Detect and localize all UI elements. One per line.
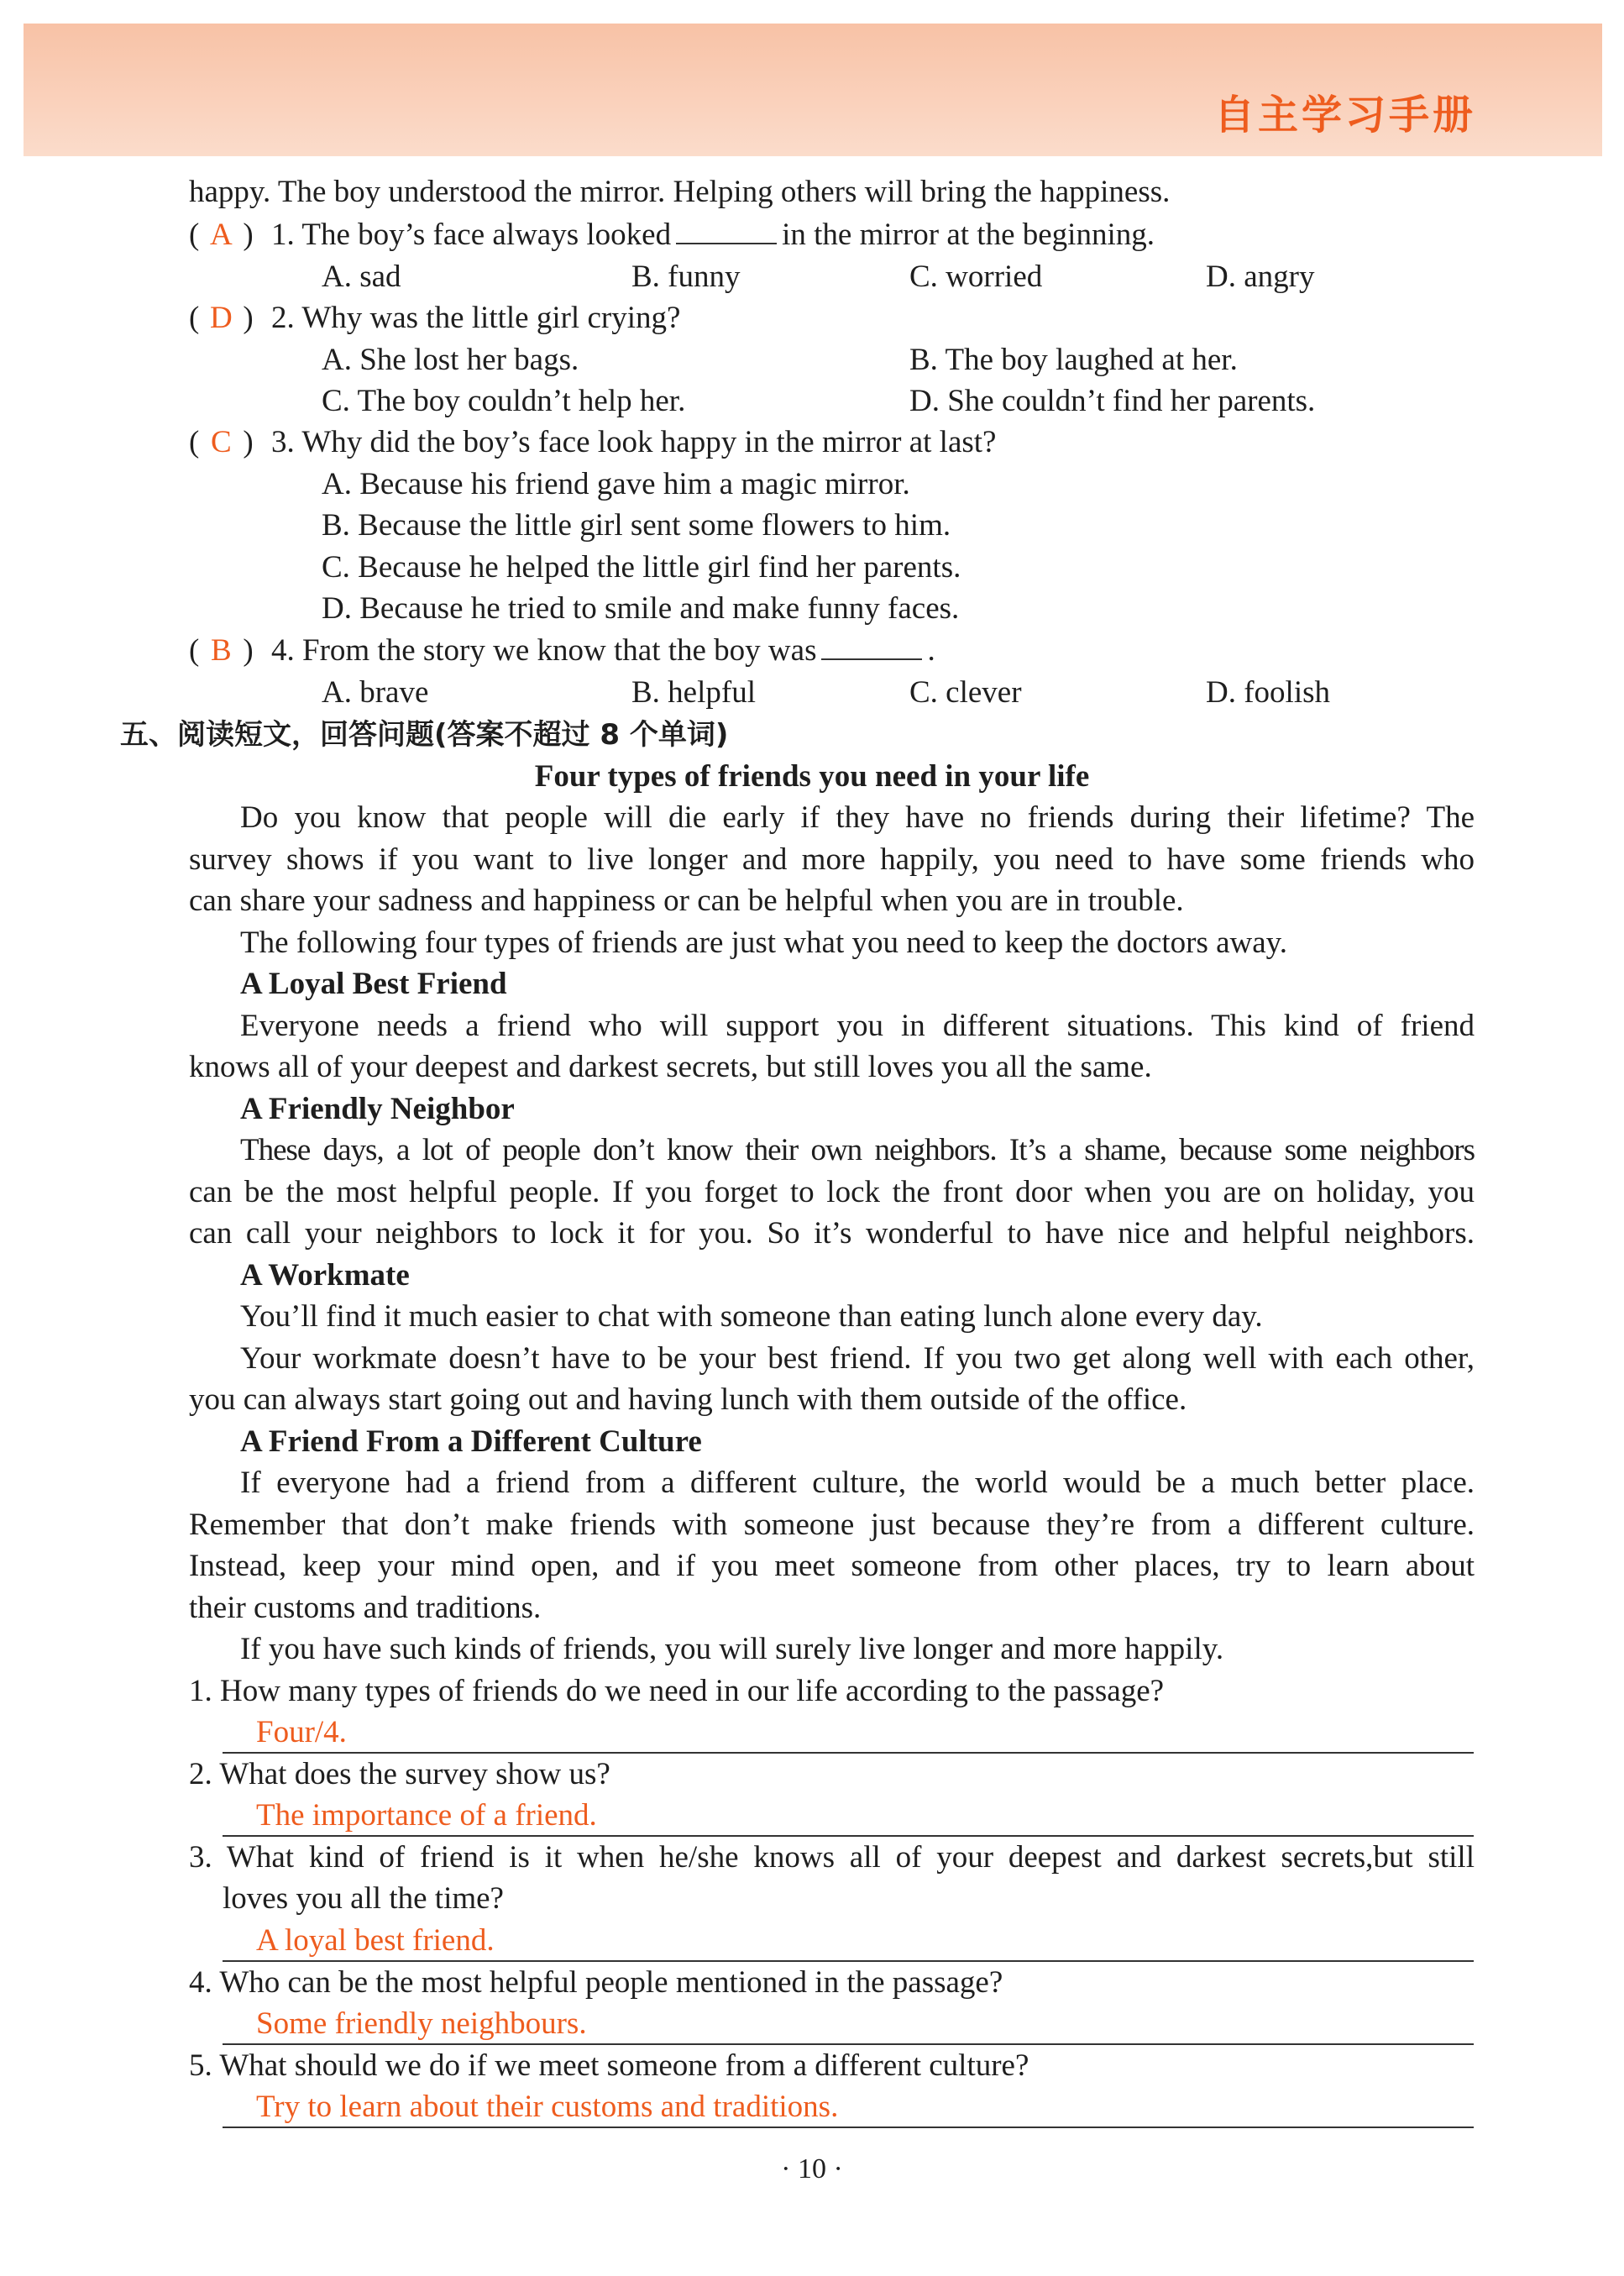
mc-option: B. Because the little girl sent some flowers to him. — [322, 508, 951, 543]
mc-answer-4: B — [210, 633, 232, 668]
mc-option: B. The boy laughed at her. — [909, 343, 1238, 377]
mc-option: C. Because he helped the little girl find her parents. — [322, 550, 961, 585]
qa-question-4: 4. Who can be the most helpful people mentioned in the passage? — [189, 1965, 1003, 2000]
paragraph-line: can call your neighbors to lock it for you. So it’s wonderful to have nice and helpful neighbors. — [189, 1216, 1475, 1251]
passage-title: Four types of friends you need in your life — [534, 759, 1090, 794]
paragraph-line: If you have such kinds of friends, you will surely live longer and more happily. — [240, 1632, 1224, 1666]
paragraph-line: can share your sadness and happiness or can be helpful when you are in trouble. — [189, 884, 1184, 918]
book-title: 自主学习手册 — [1213, 92, 1476, 139]
paragraph-line: Instead, keep your mind open, and if you meet someone from other places, try to learn about — [189, 1549, 1475, 1583]
paragraph-line: their customs and traditions. — [189, 1591, 542, 1625]
mc-option: A. sad — [322, 260, 401, 294]
paragraph-line: Do you know that people will die early if they have no friends during their lifetime? The — [240, 800, 1475, 835]
paragraph-line: knows all of your deepest and darkest secrets, but still loves you all the same. — [189, 1050, 1152, 1084]
answer-blank — [821, 633, 922, 660]
subheading: A Friend From a Different Culture — [240, 1424, 702, 1459]
paragraph-line: If everyone had a friend from a different culture, the world would be a much better place. — [240, 1466, 1475, 1500]
mc-answer-3: C — [210, 425, 232, 459]
qa-answer-line-4[interactable] — [223, 2005, 1474, 2045]
paragraph-line: you can always start going out and having lunch with them outside of the office. — [189, 1382, 1187, 1417]
subheading: A Friendly Neighbor — [240, 1092, 515, 1126]
mc-option: A. Because his friend gave him a magic mirror. — [322, 467, 910, 501]
subheading: A Loyal Best Friend — [240, 967, 507, 1001]
mc-question-4: ( B ) 4. From the story we know that the boy was . — [189, 632, 935, 670]
mc-option: C. clever — [909, 675, 1022, 710]
paragraph-line: The following four types of friends are just what you need to keep the doctors away. — [240, 926, 1288, 960]
qa-answer-5: Try to learn about their customs and traditions. — [256, 2090, 839, 2124]
paragraph-line: You’ll find it much easier to chat with someone than eating lunch alone every day. — [240, 1299, 1263, 1334]
mc-option: D. foolish — [1206, 675, 1330, 710]
answer-blank — [676, 218, 777, 244]
qa-answer-3: A loyal best friend. — [256, 1923, 495, 1958]
mc-answer-2: D — [209, 301, 233, 335]
mc-question-2: ( D ) 2. Why was the little girl crying? — [189, 299, 680, 338]
qa-question-2: 2. What does the survey show us? — [189, 1757, 610, 1791]
qa-answer-4: Some friendly neighbours. — [256, 2006, 587, 2041]
mc-option: D. Because he tried to smile and make funny faces. — [322, 591, 960, 626]
qa-answer-1: Four/4. — [256, 1715, 347, 1749]
paragraph-line: Your workmate doesn’t have to be your best friend. If you two get along well with each other, — [240, 1341, 1475, 1376]
paragraph-line: survey shows if you want to live longer and more happily, you need to have some friends who — [189, 842, 1475, 877]
paragraph-line: These days, a lot of people don’t know their own neighbors. It’s a shame, because some neighbors — [240, 1133, 1475, 1167]
mc-option: A. brave — [322, 675, 429, 710]
paragraph-line: Remember that don’t make friends with someone just because they’re from a different culture. — [189, 1508, 1475, 1542]
section-heading: 五、阅读短文，回答问题(答案不超过 8 个单词) — [120, 718, 729, 752]
qa-question-3-cont: loves you all the time? — [223, 1881, 504, 1916]
mc-option: D. She couldn’t find her parents. — [909, 384, 1316, 418]
mc-answer-1: A — [209, 218, 233, 252]
qa-answer-line-1[interactable] — [223, 1713, 1474, 1754]
mc-option: B. helpful — [631, 675, 756, 710]
qa-question-3: 3. What kind of friend is it when he/she knows all of your deepest and darkest secrets,but still — [189, 1840, 1475, 1875]
mc-question-1: ( A ) 1. The boy’s face always looked in the mirror at the beginning. — [189, 216, 1155, 254]
qa-answer-line-2[interactable] — [223, 1796, 1474, 1837]
mc-question-3: ( C ) 3. Why did the boy’s face look happy in the mirror at last? — [189, 423, 996, 462]
page-number: · 10 · — [781, 2153, 843, 2184]
qa-answer-2: The importance of a friend. — [256, 1798, 597, 1833]
paragraph-line: can be the most helpful people. If you forget to lock the front door when you are on holiday, you — [189, 1175, 1475, 1209]
paragraph-line: Everyone needs a friend who will support you in different situations. This kind of friend — [240, 1009, 1475, 1043]
qa-question-5: 5. What should we do if we meet someone from a different culture? — [189, 2048, 1029, 2083]
mc-option: B. funny — [631, 260, 741, 294]
header-banner — [24, 24, 1602, 156]
mc-option: C. The boy couldn’t help her. — [322, 384, 686, 418]
mc-option: A. She lost her bags. — [322, 343, 579, 377]
qa-answer-line-3[interactable] — [223, 1922, 1474, 1962]
mc-option: D. angry — [1206, 260, 1315, 294]
qa-answer-line-5[interactable] — [223, 2088, 1474, 2128]
mc-option: C. worried — [909, 260, 1043, 294]
qa-question-1: 1. How many types of friends do we need in our life according to the passage? — [189, 1674, 1165, 1708]
passage-end-line: happy. The boy understood the mirror. Helping others will bring the happiness. — [189, 175, 1171, 209]
subheading: A Workmate — [240, 1258, 410, 1293]
